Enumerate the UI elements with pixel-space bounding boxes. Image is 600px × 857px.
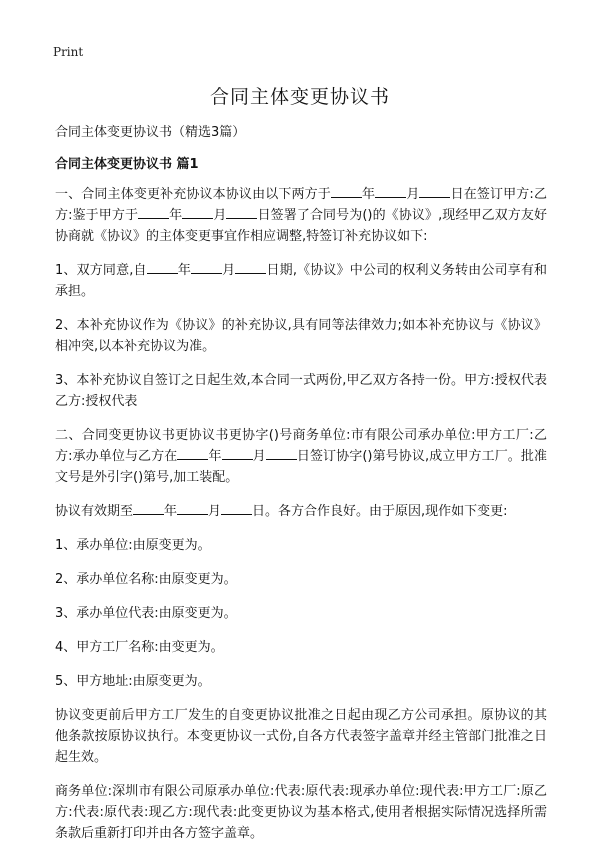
fill-in-blank xyxy=(419,185,450,198)
paragraph-change-2: 2、承办单位名称:由原变更为。 xyxy=(55,572,237,587)
paragraph-change-3: 3、承办单位代表:由原变更为。 xyxy=(55,606,237,621)
fill-in-blank xyxy=(331,185,362,198)
document-subtitle: 合同主体变更协议书（精选3篇） xyxy=(55,125,246,140)
paragraph-change-1: 1、承办单位:由原变更为。 xyxy=(55,538,211,553)
fill-in-blank xyxy=(177,502,208,515)
paragraph-signatures: 商务单位:深圳市有限公司原承办单位:代表:原代表:现承办单位:现代表:甲方工厂:原乙方:代表:原代表:现乙方:现代表:此变更协议为基本格式,使用者根据实际情况选择所需条款后重新打印并由各方签字盖章。 xyxy=(55,784,547,841)
fill-in-blank xyxy=(221,502,252,515)
fill-in-blank xyxy=(235,261,266,274)
fill-in-blank xyxy=(266,447,297,460)
fill-in-blank xyxy=(182,206,213,219)
fill-in-blank xyxy=(191,261,222,274)
paragraph-change-4: 4、甲方工厂名称:由变更为。 xyxy=(55,640,224,655)
paragraph-clause-3: 3、本补充协议自签订之日起生效,本合同一式两份,甲乙双方各持一份。甲方:授权代表乙方:授权代表 xyxy=(55,373,547,409)
paragraph-effect: 协议变更前后甲方工厂发生的自变更协议批准之日起由现乙方公司承担。原协议的其他条款按原协议执行。本变更协议一式份,自各方代表签字盖章并经主管部门批准之日起生效。 xyxy=(55,708,547,765)
document-title: 合同主体变更协议书 xyxy=(209,86,390,108)
paragraph-clause-1: 1、双方同意,自 年 月 日期,《协议》中公司的权利义务转由公司享有和承担。 xyxy=(55,263,547,299)
section-heading: 合同主体变更协议书 篇1 xyxy=(55,157,199,172)
paragraph-validity: 协议有效期至 年 月 日。各方合作良好。由于原因,现作如下变更: xyxy=(55,504,508,519)
fill-in-blank xyxy=(177,447,208,460)
paragraph-intro: 一、合同主体变更补充协议本协议由以下两方于 年 月 日在签订甲方:乙方:鉴于甲方于 年 月 日签署了合同号为()的《协议》,现经甲乙双方友好协商就《协议》的主体变更事宜作相应调整,特签订补充协议如下: xyxy=(55,187,547,244)
document-body xyxy=(55,122,547,857)
fill-in-blank xyxy=(375,185,406,198)
fill-in-blank xyxy=(147,261,178,274)
paragraph-section-2: 二、合同变更协议书更协议书更协字()号商务单位:市有限公司承办单位:甲方工厂:乙方:承办单位与乙方在 年 月 日签订协字()第号协议,成立甲方工厂。批准文号是外引字()第号,加工装配。 xyxy=(55,428,547,485)
fill-in-blank xyxy=(226,206,257,219)
fill-in-blank xyxy=(222,447,253,460)
paragraph-change-5: 5、甲方地址:由原变更为。 xyxy=(55,674,211,689)
fill-in-blank xyxy=(138,206,169,219)
fill-in-blank xyxy=(133,502,164,515)
print-label: Print xyxy=(53,45,84,59)
paragraph-clause-2: 2、本补充协议作为《协议》的补充协议,具有同等法律效力;如本补充协议与《协议》相冲突,以本补充协议为准。 xyxy=(55,318,547,354)
